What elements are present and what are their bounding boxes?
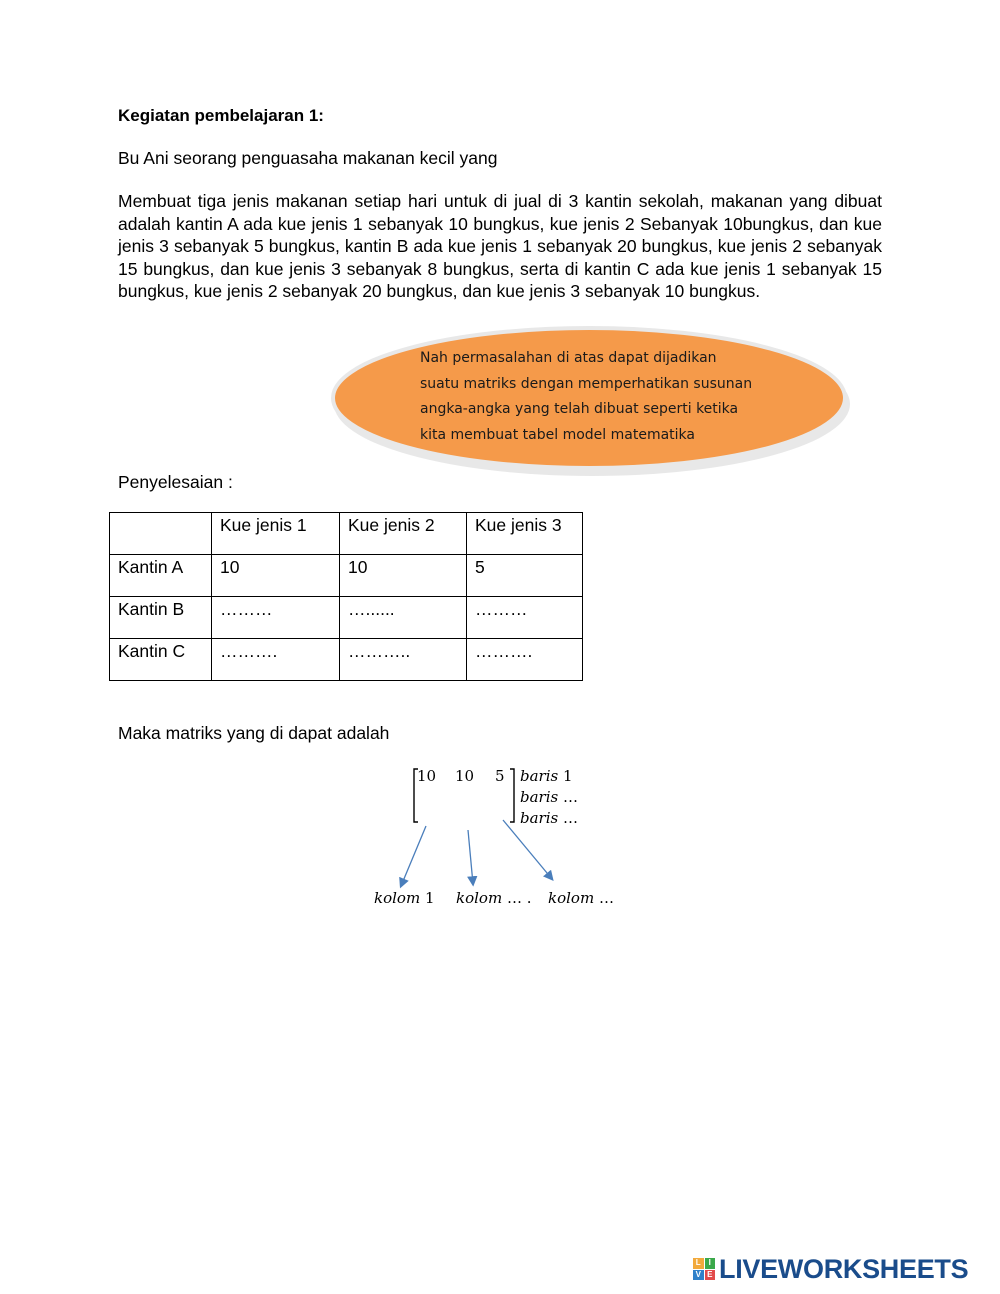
table-cell: 10: [340, 555, 467, 597]
table-header-cell: Kue jenis 1: [212, 513, 340, 555]
row-label-word: baris: [520, 767, 559, 785]
activity-heading: Kegiatan pembelajaran 1:: [118, 106, 324, 125]
matrix-entry: 5: [495, 767, 505, 785]
answer-cell[interactable]: ………: [467, 597, 583, 639]
solution-label: Penyelesaian :: [118, 472, 233, 492]
row-label: Kantin A: [110, 555, 212, 597]
table-cell: 10: [212, 555, 340, 597]
col-label-kolom-1: [374, 889, 435, 907]
col-label-num: …: [598, 889, 614, 907]
row-label-word: baris: [520, 788, 559, 806]
logo-mark-letter: V: [693, 1270, 704, 1281]
intro-sentence: Bu Ani seorang penguasaha makanan kecil yang: [118, 148, 498, 168]
answer-cell[interactable]: …......: [340, 597, 467, 639]
col-label-kolom-2: [456, 889, 532, 907]
logo-text: LIVEWORKSHEETS: [719, 1253, 969, 1284]
col-label-word: kolom: [456, 889, 503, 907]
row-label-num: …: [563, 809, 578, 827]
matrix-entry: 10: [455, 767, 475, 785]
answer-cell[interactable]: ……….: [467, 639, 583, 681]
callout-line: suatu matriks dengan memperhatikan susunan: [420, 375, 753, 392]
table-cell: [110, 513, 212, 555]
arrow-kolom-2: [468, 830, 473, 884]
table-row: [110, 639, 583, 681]
matrix-label: Maka matriks yang di dapat adalah: [118, 723, 390, 743]
matrix-entry: 10: [417, 767, 437, 785]
answer-cell[interactable]: ………..: [340, 639, 467, 681]
table-header-cell: Kue jenis 2: [340, 513, 467, 555]
logo-mark-letter: E: [705, 1270, 716, 1281]
col-label-kolom-3: [548, 889, 614, 907]
col-label-num: … .: [506, 889, 532, 907]
liveworksheets-logo[interactable]: [693, 1254, 968, 1284]
answer-cell[interactable]: ………: [212, 597, 340, 639]
callout-text: [420, 346, 800, 448]
liveworksheets-mark-icon: [693, 1258, 715, 1280]
matrix-diagram: [360, 760, 640, 920]
arrow-kolom-1: [401, 826, 426, 886]
col-label-word: kolom: [374, 889, 421, 907]
arrow-kolom-3: [503, 820, 552, 879]
table-row: [110, 597, 583, 639]
row-label-baris-1: [520, 767, 573, 785]
table-cell: 5: [467, 555, 583, 597]
row-label-num: …: [563, 788, 578, 806]
col-label-word: kolom: [548, 889, 595, 907]
data-table: [109, 512, 583, 681]
row-label-num: 1: [563, 767, 573, 785]
row-label-baris-2: [520, 788, 578, 806]
row-label-baris-3: [520, 809, 578, 827]
table-header-cell: Kue jenis 3: [467, 513, 583, 555]
row-label-word: baris: [520, 809, 559, 827]
answer-cell[interactable]: ……….: [212, 639, 340, 681]
row-label: Kantin C: [110, 639, 212, 681]
callout-line: angka-angka yang telah dibuat seperti ketika: [420, 401, 739, 417]
row-label: Kantin B: [110, 597, 212, 639]
logo-mark-letter: L: [693, 1258, 704, 1269]
callout-line: kita membuat tabel model matematika: [420, 426, 695, 443]
right-bracket: [510, 769, 514, 822]
table-row: [110, 555, 583, 597]
col-label-num: 1: [424, 889, 435, 907]
table-header-row: [110, 513, 583, 555]
problem-paragraph: Membuat tiga jenis makanan setiap hari untuk di jual di 3 kantin sekolah, makanan yang dibuat adalah kantin A ada kue jenis 1 sebanyak 10 bungkus, kue jenis 2 Sebanyak 10bungkus, dan kue jenis 3 sebanyak 5 bungkus, kantin B ada kue jenis 1 sebanyak 20 bungkus, kue jenis 2 sebanyak 15 bungkus, dan kue jenis 3 sebanyak 8 bungkus, serta di kantin C ada kue jenis 1 sebanyak 15 bungkus, kue jenis 2 sebanyak 20 bungkus, dan kue jenis 3 sebanyak 10 bungkus.: [118, 191, 882, 302]
logo-mark-letter: I: [705, 1258, 716, 1269]
callout-line: Nah permasalahan di atas dapat dijadikan: [420, 350, 717, 366]
